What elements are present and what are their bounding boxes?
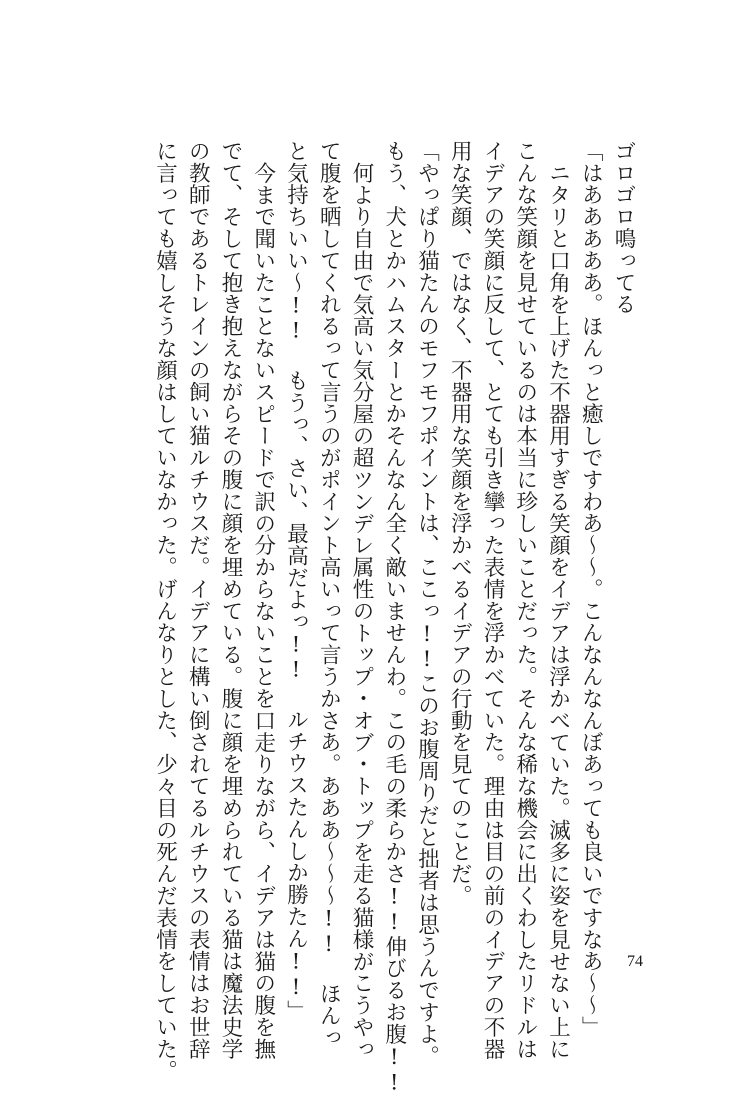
text-line: て腹を晒してくれるって言うのがポイント高いって言うかさあ。あああ〜〜〜!! ほんっ: [316, 140, 342, 1049]
text-line: と気持ちいい〜!! もうっ、さい、最高だよっ!! ルチウスたんしか勝たん!!」: [283, 140, 309, 1023]
text-line: の教師であるトレインの飼い猫ルチウスだ。イデアに構い倒されてるルチウスの表情はお世辞: [185, 140, 211, 1060]
text-line: に言っても嬉しそうな顔はしていなかった。げんなりとした、少々目の死んだ表情をしていた。: [152, 140, 178, 1082]
text-line: イデアの笑顔に反して、とても引き攣った表情を浮かべていた。理由は目の前のイデアの不器: [480, 140, 505, 1060]
text-line: ニタリと口角を上げた不器用すぎる笑顔をイデアは浮かべていた。滅多に姿を見せない上に: [545, 161, 571, 1060]
text-line: 用な笑顔、ではなく、不器用な笑顔を浮かべるイデアの行動を見てのことだ。: [447, 140, 473, 907]
chapter-title: ゴロゴロ鳴ってる: [611, 140, 636, 316]
text-line: もう、犬とかハムスターとかそんなん全く敵いませんわ。この毛の柔らかさ!!伸びるお腹!!: [381, 140, 407, 1096]
text-line: 「やっぱり猫たんのモフモフポイントは、ここっ!!このお腹周りだと拙者は思うんですよ。: [414, 140, 440, 1067]
page-number: 74: [627, 953, 643, 970]
text-line: 何より自由で気高い気分屋の超ツンデレ属性のトップ・オブ・トップを走る猫様がこうやっ: [349, 161, 374, 1060]
text-line: でて、そして抱き抱えながらその腹に顔を埋めている。腹に顔を埋められている猫は魔法史学: [218, 140, 243, 1060]
text-line: 今まで聞いたことないスピードで訳の分からないことを口走りながら、イデアは猫の腹を撫: [250, 161, 276, 1060]
text-line: こんな笑顔を見せているのは本当に珍しいことだった。そんな稀な機会に出くわしたリドルは: [512, 140, 538, 1060]
text-line: 「はあああああ。ほんっと癒しですわあ〜〜。こんなんなんぼあっても良いですなあ〜〜」: [578, 140, 604, 1038]
